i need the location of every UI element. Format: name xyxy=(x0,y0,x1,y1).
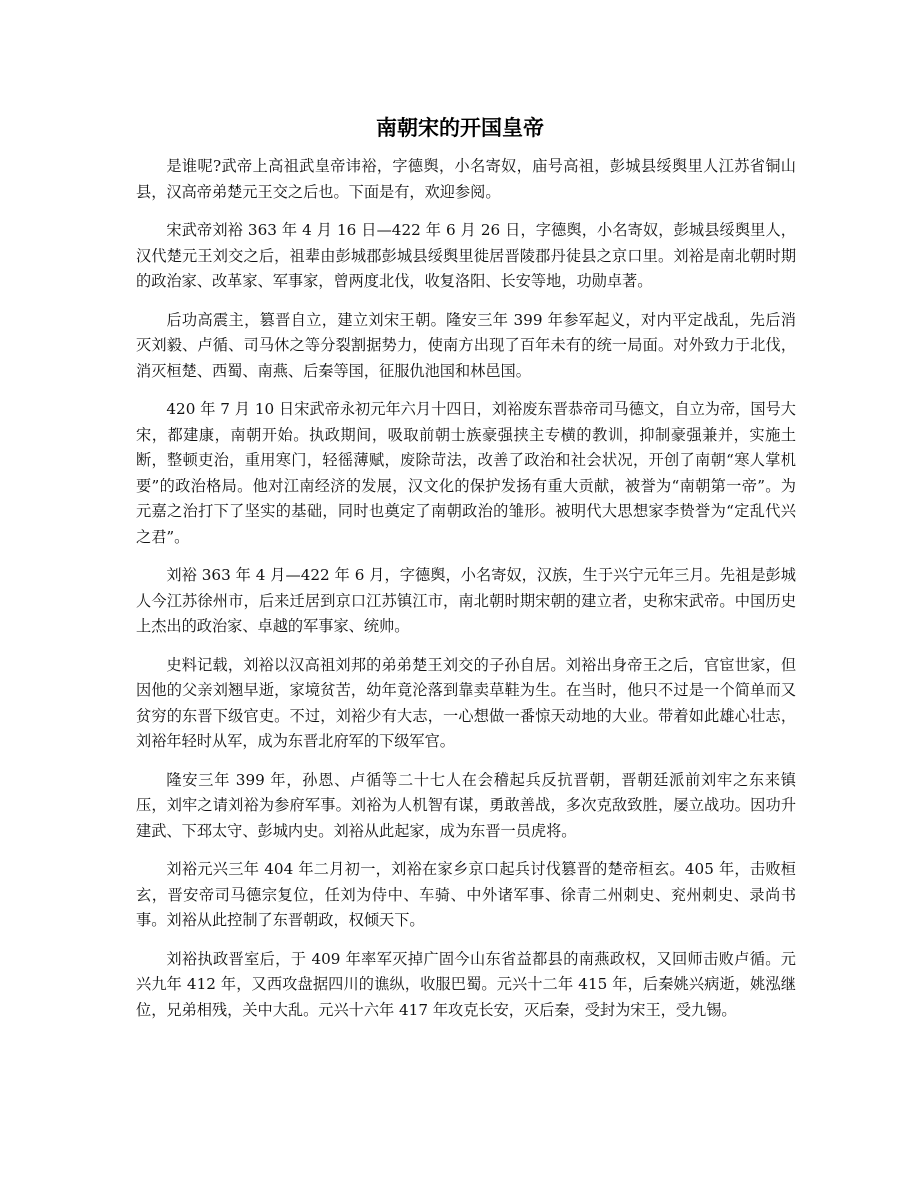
paragraph: 刘裕执政晋室后，于 409 年率军灭掉广固今山东省益都县的南燕政权，又回师击败卢循。元兴九年 412 年，又西攻盘据四川的谯纵，收服巴蜀。元兴十二年 415 年，后秦姚兴病逝，姚泓继位，兄弟相残，关中大乱。元兴十六年 417 年攻克长安，灭后秦，受封为宋王，受九锡。 xyxy=(136,949,796,1019)
paragraph: 刘裕 363 年 4 月—422 年 6 月，字德舆，小名寄奴，汉族，生于兴宁元年三月。先祖是彭城人今江苏徐州市，后来迁居到京口江苏镇江市，南北朝时期宋朝的建立者，史称宋武帝。中国历史上杰出的政治家、卓越的军事家、统帅。 xyxy=(136,566,796,635)
paragraph: 420 年 7 月 10 日宋武帝永初元年六月十四日，刘裕废东晋恭帝司马德文，自立为帝，国号大宋，都建康，南朝开始。执政期间，吸取前朝士族豪强挟主专横的教训，抑制豪强兼并，实施土断，整顿吏治，重用寒门，轻徭薄赋，废除苛法，改善了政治和社会状况，开创了南朝“寒人掌机要”的政治格局。他对江南经济的发展，汉文化的保护发扬有重大贡献，被誉为“南朝第一帝”。为元嘉之治打下了坚实的基础，同时也奠定了南朝政治的雏形。被明代大思想家李贽誉为“定乱代兴之君”。 xyxy=(136,400,796,546)
paragraph: 史料记载，刘裕以汉高祖刘邦的弟弟楚王刘交的子孙自居。刘裕出身帝王之后，官宦世家，但因他的父亲刘翘早逝，家境贫苦，幼年竟沦落到靠卖草鞋为生。在当时，他只不过是一个简单而又贫穷的东晋下级官吏。不过，刘裕少有大志，一心想做一番惊天动地的大业。带着如此雄心壮志，刘裕年轻时从军，成为东晋北府军的下级军官。 xyxy=(136,655,796,750)
paragraph: 后功高震主，篡晋自立，建立刘宋王朝。隆安三年 399 年参军起义，对内平定战乱，先后消灭刘毅、卢循、司马休之等分裂割据势力，使南方出现了百年未有的统一局面。对外致力于北伐，消灭桓楚、西蜀、南燕、后秦等国，征服仇池国和林邑国。 xyxy=(136,310,796,380)
paragraph: 刘裕元兴三年 404 年二月初一，刘裕在家乡京口起兵讨伐篡晋的楚帝桓玄。405 年，击败桓玄，晋安帝司马德宗复位，任刘为侍中、车骑、中外诸军事、徐青二州刺史、兖州刺史、录尚书事。刘裕从此控制了东晋朝政，权倾天下。 xyxy=(136,860,796,929)
article-body xyxy=(136,154,796,1036)
paragraph: 隆安三年 399 年，孙恩、卢循等二十七人在会稽起兵反抗晋朝，晋朝廷派前刘牢之东来镇压，刘牢之请刘裕为参府军事。刘裕为人机智有谋，勇敢善战，多次克敌致胜，屡立战功。因功升建武、下邳太守、彭城内史。刘裕从此起家，成为东晋一员虎将。 xyxy=(136,770,796,840)
page-title: 南朝宋的开国皇帝 xyxy=(376,116,544,140)
paragraph: 是谁呢?武帝上高祖武皇帝讳裕，字德舆，小名寄奴，庙号高祖，彭城县绥舆里人江苏省铜山县，汉高帝弟楚元王交之后也。下面是有，欢迎参阅。 xyxy=(136,157,796,201)
paragraph: 宋武帝刘裕 363 年 4 月 16 日—422 年 6 月 26 日，字德舆，小名寄奴，彭城县绥舆里人，汉代楚元王刘交之后，祖辈由彭城郡彭城县绥舆里徙居晋陵郡丹徒县之京口里。刘裕是南北朝时期的政治家、改革家、军事家，曾两度北伐，收复洛阳、长安等地，功勋卓著。 xyxy=(136,221,796,290)
